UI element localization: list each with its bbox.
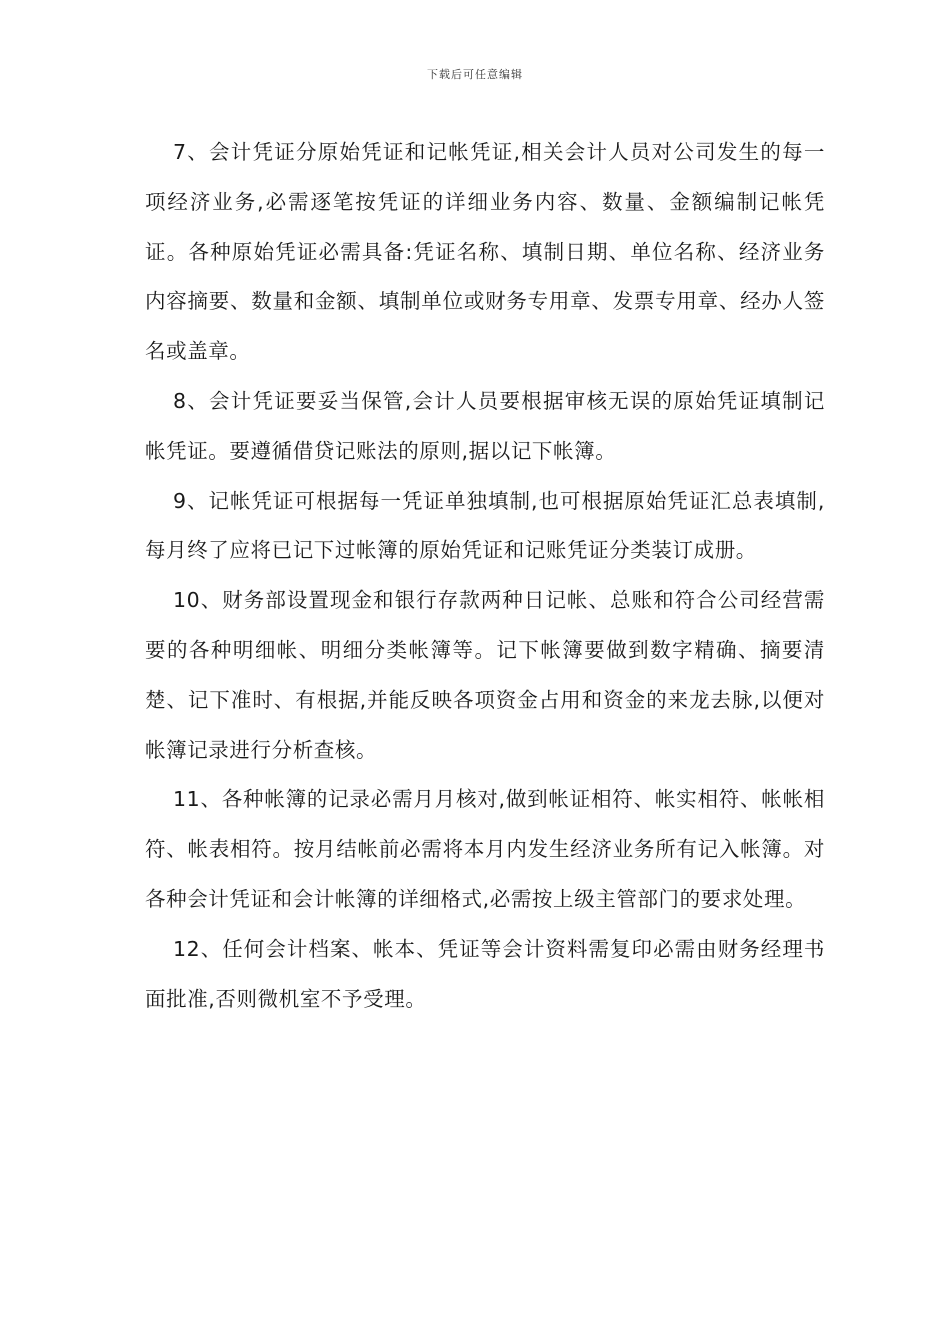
paragraph-12: 12、任何会计档案、帐本、凭证等会计资料需复印必需由财务经理书面批准,否则微机室不予受理。 — [145, 936, 825, 1011]
paragraph-8: 8、会计凭证要妥当保管,会计人员要根据审核无误的原始凭证填制记帐凭证。要遵循借贷记账法的原则,据以记下帐簿。 — [145, 388, 825, 463]
paragraph-11: 11、各种帐簿的记录必需月月核对,做到帐证相符、帐实相符、帐帐相符、帐表相符。按月结帐前必需将本月内发生经济业务所有记入帐簿。对各种会计凭证和会计帐簿的详细格式,必需按上级主管部门的要求处理。 — [145, 787, 825, 911]
page-header-note: 下载后可任意编辑 — [427, 68, 523, 81]
paragraph-10: 10、财务部设置现金和银行存款两种日记帐、总账和符合公司经营需要的各种明细帐、明细分类帐簿等。记下帐簿要做到数字精确、摘要清楚、记下准时、有根据,并能反映各项资金占用和资金的来龙去脉,以便对帐簿记录进行分析查核。 — [145, 588, 825, 762]
document-body — [145, 128, 825, 1024]
paragraph-7: 7、会计凭证分原始凭证和记帐凭证,相关会计人员对公司发生的每一项经济业务,必需逐笔按凭证的详细业务内容、数量、金额编制记帐凭证。各种原始凭证必需具备:凭证名称、填制日期、单位名称、经济业务内容摘要、数量和金额、填制单位或财务专用章、发票专用章、经办人签名或盖章。 — [145, 140, 825, 364]
paragraph-9: 9、记帐凭证可根据每一凭证单独填制,也可根据原始凭证汇总表填制,每月终了应将已记下过帐簿的原始凭证和记账凭证分类装订成册。 — [145, 488, 825, 563]
